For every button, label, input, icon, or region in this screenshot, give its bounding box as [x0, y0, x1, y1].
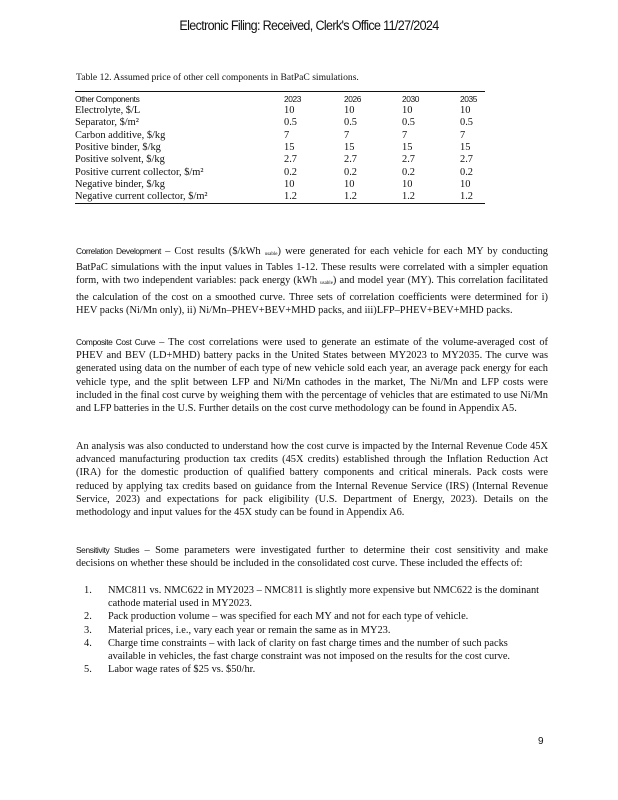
list-number: 3. [84, 624, 92, 636]
table-cell: Positive binder, $/kg [75, 142, 161, 154]
table-row [75, 117, 485, 129]
table-cell: Positive current collector, $/m² [75, 166, 204, 178]
table-row [75, 130, 485, 142]
table-row [75, 179, 485, 191]
table-cell: 7 [284, 129, 290, 141]
list-item [84, 637, 544, 663]
paragraph-text: – Cost results ($/kWh [160, 246, 265, 257]
table-row [75, 191, 485, 204]
table-cell: 0.2 [402, 166, 415, 178]
table-cell: 10 [284, 105, 295, 117]
table-row [75, 154, 485, 166]
list-item [84, 610, 544, 623]
table-cell: Electrolyte, $/L [75, 105, 141, 117]
table-cell: Negative current collector, $/m² [75, 191, 284, 204]
table-cell: 10 [344, 178, 355, 190]
table-cell: 0.5 [284, 117, 297, 129]
list-text: Charge time constraints – with lack of clarity on fast charge times and the number of such packs available in vehicles, the fast charge constraint was not imposed on the results for the cost curve. [108, 637, 511, 663]
composite-heading: Composite Cost Curve [76, 337, 156, 347]
paragraph-text: ) were generated for each vehicle for each MY by conducting BatPaC simulations with the input values in Tables 1-12. These results were correlated with a simpler equation form, with two independent variables: pack energy (kWh [76, 246, 548, 287]
table-cell: 15 [402, 142, 413, 154]
table-row [75, 142, 485, 154]
table-header-row [75, 92, 485, 106]
list-item [84, 584, 544, 610]
paragraph-text: – The cost correlations were used to generate an estimate of the volume-averaged cost of PHEV and BEV (LD+MHD) battery packs in the United States between MY2023 to MY2035. The curve was generated using data on the number of each type of new vehicle sold each year, an average pack energy for each vehicle type, and the split between LFP and Ni/Mn cathodes in the market, The Ni/Mn and LFP costs were included in the final cost curve by weighing them with the percentage of vehicles that are estimated to use Ni/Mn and LFP batteries in the U.S. Further details on the cost curve methodology can be found in Appendix A5. [76, 337, 548, 415]
list-text: NMC811 vs. NMC622 in MY2023 – NMC811 is slightly more expensive but NMC622 is the dominant cathode material used in MY2023. [108, 585, 540, 610]
table-cell: 10 [460, 105, 471, 117]
table-cell: 2.7 [344, 154, 357, 166]
sensitivity-heading: Sensitivity Studies [76, 545, 140, 555]
column-header: 2035 [460, 93, 478, 104]
table-cell: 2.7 [284, 154, 297, 166]
list-item [84, 624, 544, 637]
table-cell: 0.2 [344, 166, 357, 178]
table-cell: Positive solvent, $/kg [75, 154, 165, 166]
filing-header: Electronic Filing: Received, Clerk's Office 11/27/2024 [179, 18, 439, 33]
table-cell: 1.2 [402, 191, 460, 204]
list-number: 1. [84, 585, 92, 596]
page-number: 9 [538, 736, 544, 747]
subscript: usable [264, 252, 278, 257]
ira-paragraph: An analysis was also conducted to understand how the cost curve is impacted by the Internal Revenue Code 45X advanced manufacturing production tax credits (45X credits) established through the Inflation Reduction Act (IRA) for the domestic production of qualified battery components and critical minerals. Pack costs were reduced by applying tax credits based on guidance from the Internal Revenue Service (IRS) (Internal Revenue Service, 2023) and expectations for pack eligibility (U.S. Department of Energy, 2023). Details on the methodology and input values for the 45X study can be found in Appendix A6. [76, 441, 548, 519]
list-number: 5. [84, 664, 92, 676]
table-cell: 10 [284, 178, 295, 190]
table-cell: 1.2 [344, 191, 402, 204]
column-header: Other Components [75, 93, 140, 104]
subscript: usable [320, 281, 333, 287]
table-cell: 15 [344, 142, 355, 154]
table-cell: 0.5 [344, 117, 357, 129]
column-header: 2023 [284, 93, 302, 104]
table-cell: Carbon additive, $/kg [75, 129, 166, 141]
table-cell: 2.7 [402, 154, 415, 166]
table-cell: Separator, $/m² [75, 117, 139, 129]
table-cell: 10 [402, 178, 413, 190]
paragraph-text: ) and model year (MY). This correlation facilitated the calculation of the cost on a smoothed curve. Three sets of correlation coefficients were determined for i) HEV packs (Ni/Mn only), ii) Ni/Mn–PHEV+BEV+MHD packs, and iii)LFP–PHEV+BEV+MHD packs. [76, 275, 548, 316]
list-text: Pack production volume – was specified for each MY and not for each type of vehicle. [108, 611, 469, 623]
list-number: 4. [84, 637, 92, 649]
list-item [84, 663, 544, 676]
sensitivity-paragraph [76, 544, 548, 570]
table-cell: 15 [460, 142, 471, 154]
column-header: 2030 [402, 93, 420, 104]
components-price-table [75, 91, 485, 204]
table-cell: 10 [402, 105, 413, 117]
list-text: Labor wage rates of $25 vs. $50/hr. [108, 664, 256, 676]
table-cell: 10 [460, 178, 471, 190]
table-cell: 15 [284, 142, 295, 154]
table-cell: 10 [344, 105, 355, 117]
table-cell: Negative binder, $/kg [75, 178, 165, 190]
correlation-heading: Correlation Development [76, 246, 161, 256]
table-cell: 7 [460, 129, 466, 141]
table-caption: Table 12. Assumed price of other cell components in BatPaC simulations. [76, 72, 359, 83]
table-cell: 1.2 [284, 191, 344, 204]
table-cell: 1.2 [460, 191, 485, 204]
table-cell: 0.5 [402, 117, 415, 129]
table-cell: 7 [344, 129, 350, 141]
column-header: 2026 [344, 93, 362, 104]
list-text: Material prices, i.e., vary each year or remain the same as in MY23. [108, 624, 391, 636]
list-number: 2. [84, 611, 92, 623]
table-row [75, 166, 485, 178]
table-cell: 2.7 [460, 154, 473, 166]
paragraph-text: – Some parameters were investigated further to determine their cost sensitivity and make decisions on whether these should be included in the consolidated cost curve. These included the effects of: [76, 545, 548, 570]
table-cell: 7 [402, 129, 408, 141]
correlation-paragraph [76, 245, 548, 317]
table-cell: 0.2 [460, 166, 473, 178]
composite-paragraph [76, 336, 548, 415]
table-row [75, 105, 485, 117]
table-cell: 0.2 [284, 166, 297, 178]
table-cell: 0.5 [460, 117, 473, 129]
sensitivity-list [84, 584, 544, 676]
